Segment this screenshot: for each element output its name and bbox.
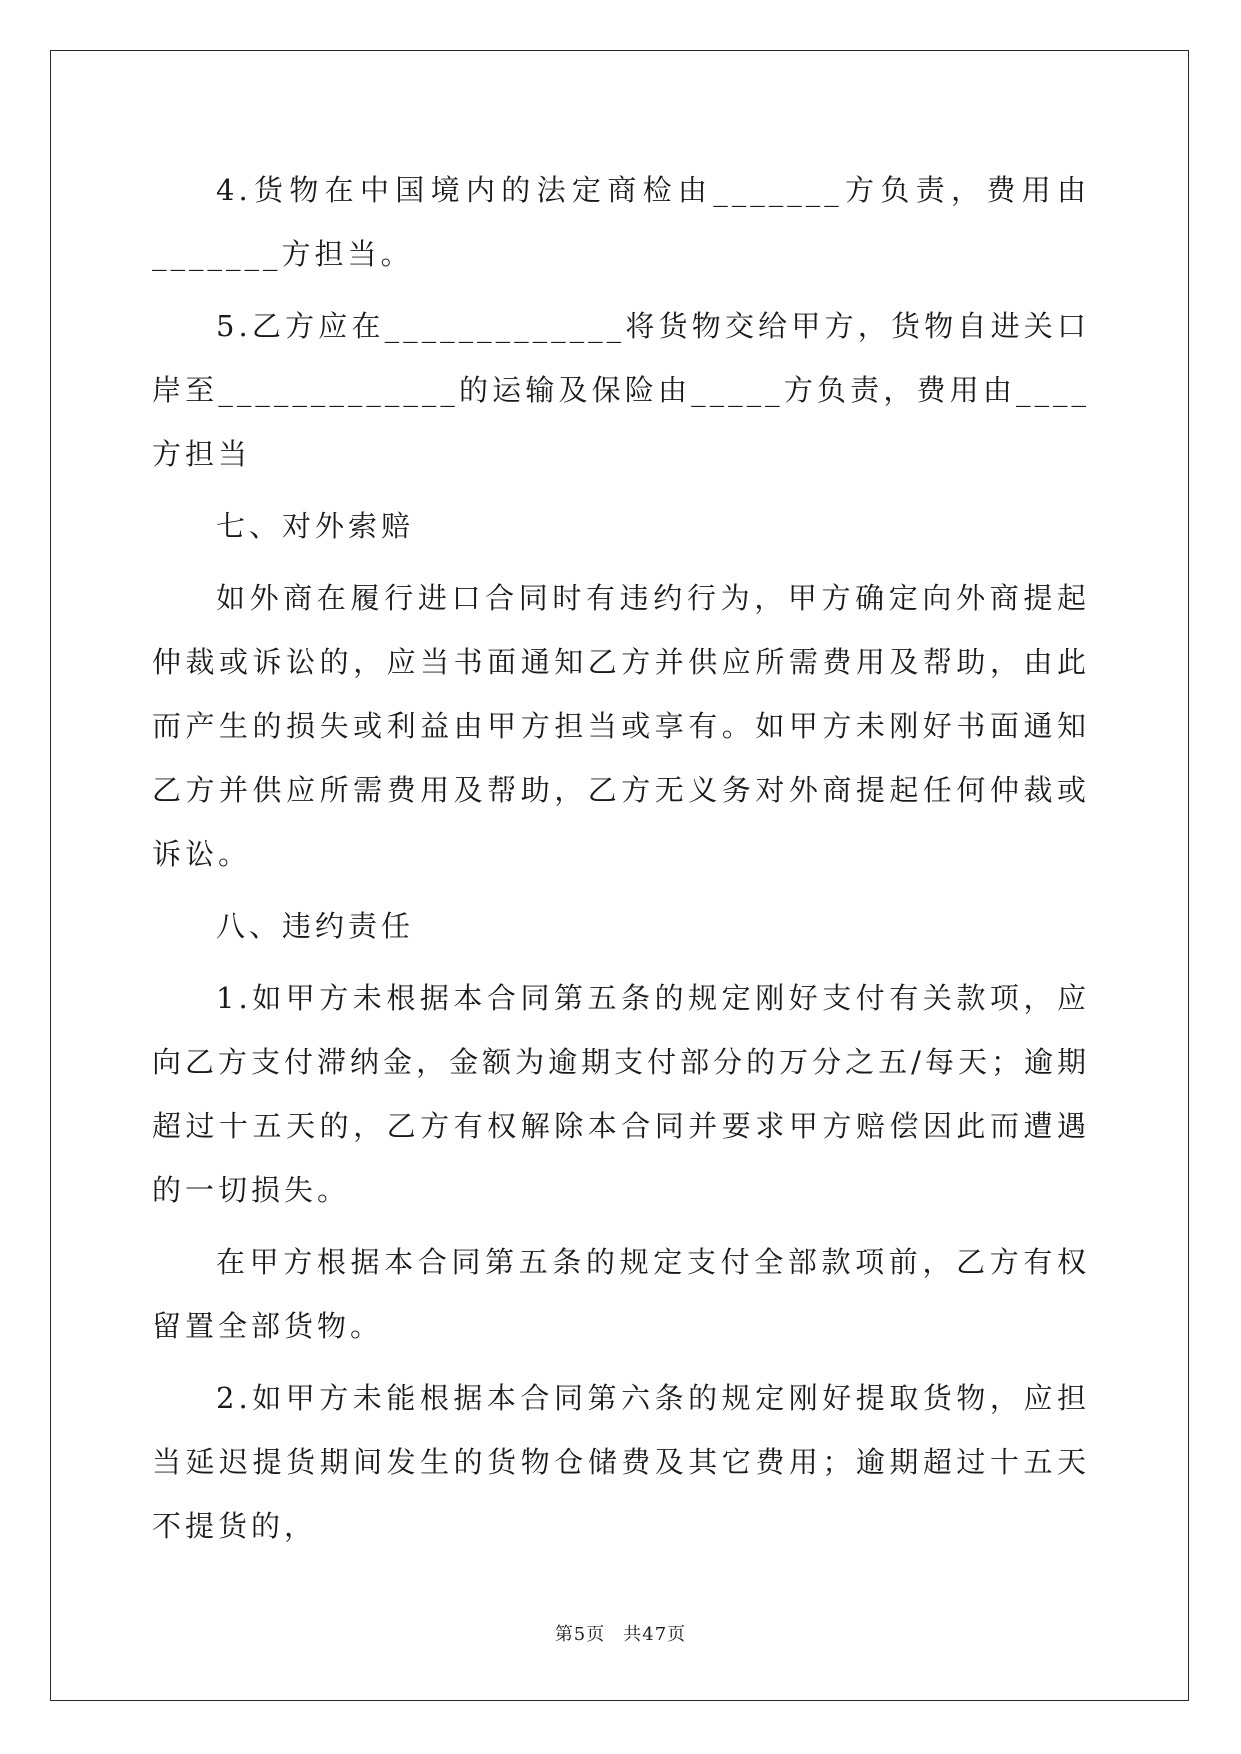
page-total: 共47页 [623,1624,687,1645]
paragraph-clause-5: 5.乙方应在_____________将货物交给甲方，货物自进关口岸至_____________的运输及保险由_____方负责，费用由____方担当 [152,309,1090,471]
paragraph-liability-1: 1.如甲方未根据本合同第五条的规定刚好支付有关款项，应向乙方支付滞纳金，金额为逾期支付部分的万分之五/每天；逾期超过十五天的，乙方有权解除本合同并要求甲方赔偿因此而遭遇的一切损失。 [152,981,1090,1207]
section-heading-claims: 七、对外索赔 [216,509,415,543]
document-body [152,158,1090,1566]
page-number: 第5页 [554,1624,606,1645]
page-footer [0,1620,1241,1646]
paragraph-clause-4: 4.货物在中国境内的法定商检由_______方负责，费用由_______方担当。 [152,173,1090,271]
section-heading-liability: 八、违约责任 [216,909,415,943]
paragraph-liability-2: 2.如甲方未能根据本合同第六条的规定刚好提取货物，应担当延迟提货期间发生的货物仓储费及其它费用；逾期超过十五天不提货的， [152,1381,1090,1543]
paragraph-claims: 如外商在履行进口合同时有违约行为，甲方确定向外商提起仲裁或诉讼的，应当书面通知乙方并供应所需费用及帮助，由此而产生的损失或利益由甲方担当或享有。如甲方未刚好书面通知乙方并供应所需费用及帮助，乙方无义务对外商提起任何仲裁或诉讼。 [152,581,1090,871]
paragraph-lien: 在甲方根据本合同第五条的规定支付全部款项前，乙方有权留置全部货物。 [152,1245,1090,1343]
